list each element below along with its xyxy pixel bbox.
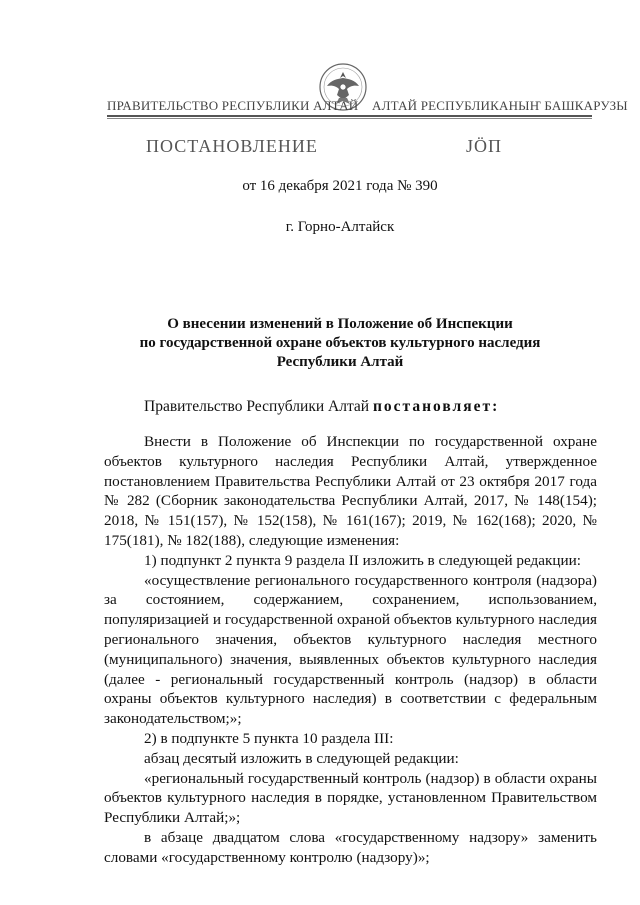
title-line: по государственной охране объектов культурного наследия [139,335,541,351]
intro-prefix: Правительство Республики Алтай [144,398,373,415]
body-paragraph: абзац десятый изложить в следующей редакции: [144,749,459,767]
decree-intro [144,398,499,416]
decree-word: постановляет: [372,398,500,415]
body-paragraph: «осуществление регионального государственного контроля (надзора) за состоянием, содержанием, сохранением, использованием, популяризацией и государственной охраной объектов культурного наследия регионального значения, объектов культурного наследия местного (муниципального) значения, выявленных объектов культурного наследия (далее - региональный государственный контроль (надзор) в области охраны объектов культурного наследия) в соответствии с федеральным законодательством;»; [104,571,597,728]
body-paragraph: 2) в подпункте 5 пункта 10 раздела III: [144,729,394,747]
document-title [100,315,580,372]
doc-kind-russian: ПОСТАНОВЛЕНИЕ [146,136,318,156]
body-paragraph: 1) подпункт 2 пункта 9 раздела II изложить в следующей редакции: [144,551,581,569]
header-org-right: АЛТАЙ РЕСПУБЛИКАНЫҤ БАШКАРУЗЫ [372,98,628,113]
header-rule [107,115,592,117]
document-city: г. Горно-Алтайск [285,219,395,235]
header-org-left: ПРАВИТЕЛЬСТВО РЕСПУБЛИКИ АЛТАЙ [107,98,359,113]
document-body [104,432,597,868]
body-paragraph: в абзаце двадцатом слова «государственному надзору» заменить словами «государственному контролю (надзору)»; [104,828,597,866]
header-rule-thin [107,118,592,119]
title-line: Республики Алтай [276,354,404,370]
doc-kind-altai: ЈӦП [466,136,503,156]
body-paragraph: «региональный государственный контроль (надзор) в области охраны объектов культурного наследия в порядке, установленном Правительством Республики Алтай;»; [104,769,597,827]
document-date: от 16 декабря 2021 года № 390 [242,178,438,194]
title-line: О внесении изменений в Положение об Инспекции [167,316,513,332]
body-paragraph: Внести в Положение об Инспекции по государственной охране объектов культурного наследия Республики Алтай, утвержденное постановлением Правительства Республики Алтай от 23 октября 2017 года № 282 (Сборник законодательства Республики Алтай, 2017, № 148(154); 2018, № 151(157), № 152(158), № 161(167); 2019, № 162(168); 2020, № 175(181), № 182(188), следующие изменения: [104,433,597,549]
